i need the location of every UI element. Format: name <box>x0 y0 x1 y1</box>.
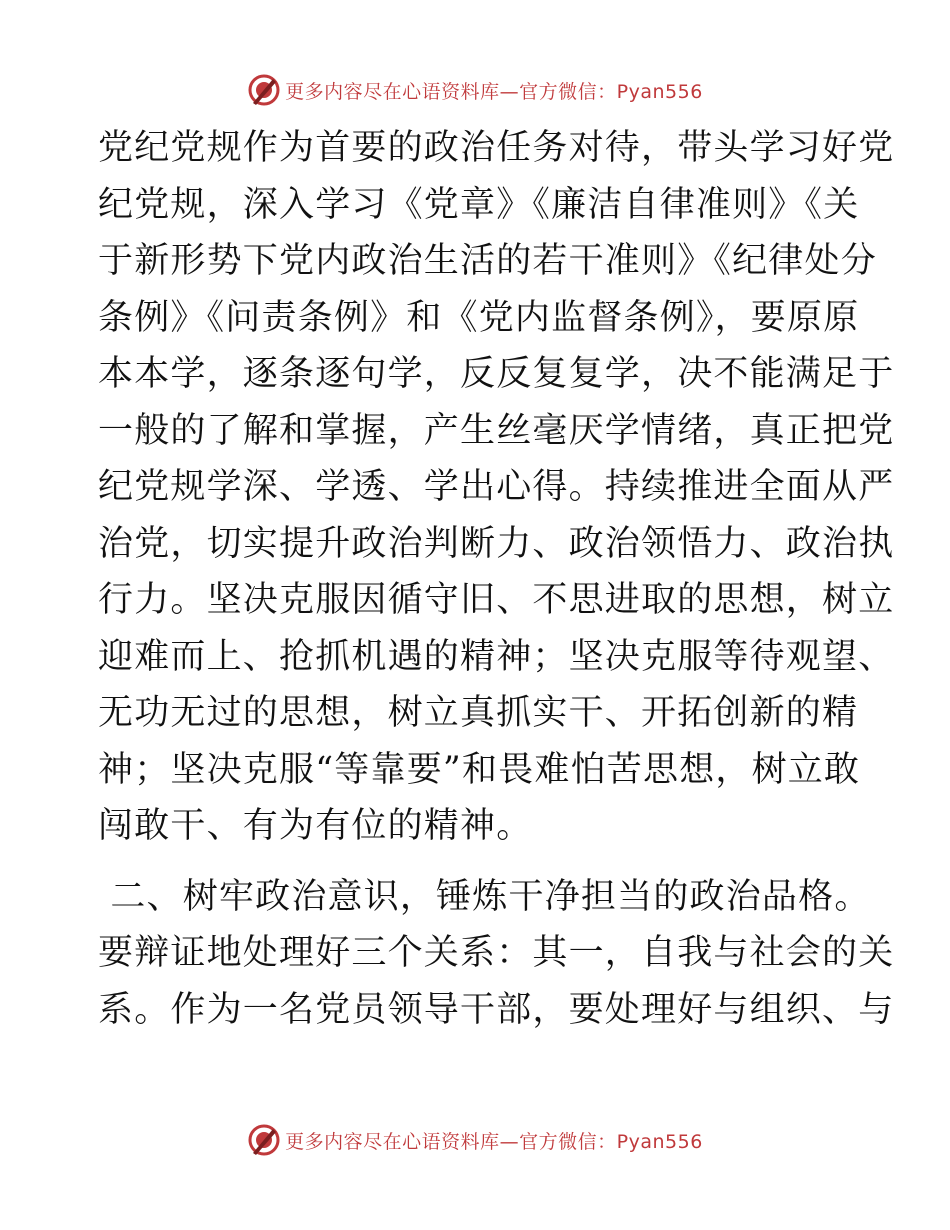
watermark-text: 更多内容尽在心语资料库—官方微信：Pyan556 <box>285 1130 703 1153</box>
text-line: 条例》《问责条例》和《党内监督条例》，要原原 <box>98 297 860 338</box>
heading-text: 二、树牢政治意识，锤炼干净担当的政治品格。 <box>98 876 871 917</box>
text-line: 一般的了解和掌握，产生丝毫厌学情绪，真正把党 <box>98 410 895 451</box>
text-line: 党纪党规作为首要的政治任务对待，带头学习好党 <box>98 128 895 168</box>
header-watermark <box>0 70 950 110</box>
text-line: 无功无过的思想，树立真抓实干、开拓创新的精 <box>98 693 859 733</box>
text-line: 治党，切实提升政治判断力、政治领悟力、政治执 <box>98 523 895 564</box>
paragraph-2 <box>98 925 895 1038</box>
text-line: 闯敢干、有为有位的精神。 <box>98 806 533 846</box>
document-body <box>98 120 895 1038</box>
text-line: 纪党规，深入学习《党章》《廉洁自律准则》《关 <box>98 184 860 225</box>
quill-seal-icon <box>247 1123 281 1157</box>
watermark-text: 更多内容尽在心语资料库—官方微信：Pyan556 <box>285 80 703 103</box>
quill-seal-icon <box>247 73 281 107</box>
text-line: 迎难而上、抢抓机遇的精神；坚决克服等待观望、 <box>98 636 895 677</box>
text-line: 本本学，逐条逐句学，反反复复学，决不能满足于 <box>98 354 895 394</box>
paragraph-1 <box>98 120 895 855</box>
text-line: 神；坚决克服“等靠要”和畏难怕苦思想，树立敢 <box>98 749 861 790</box>
text-line: 纪党规学深、学透、学出心得。持续推进全面从严 <box>98 467 895 507</box>
text-line: 于新形势下党内政治生活的若干准则》《纪律处分 <box>98 241 877 281</box>
text-line: 系。作为一名党员领导干部，要处理好与组织、与 <box>98 989 895 1030</box>
footer-watermark <box>0 1120 950 1160</box>
section-heading <box>98 869 871 926</box>
text-line: 行力。坚决克服因循守旧、不思进取的思想，树立 <box>98 580 895 620</box>
text-line: 要辩证地处理好三个关系：其一，自我与社会的关 <box>98 933 895 973</box>
